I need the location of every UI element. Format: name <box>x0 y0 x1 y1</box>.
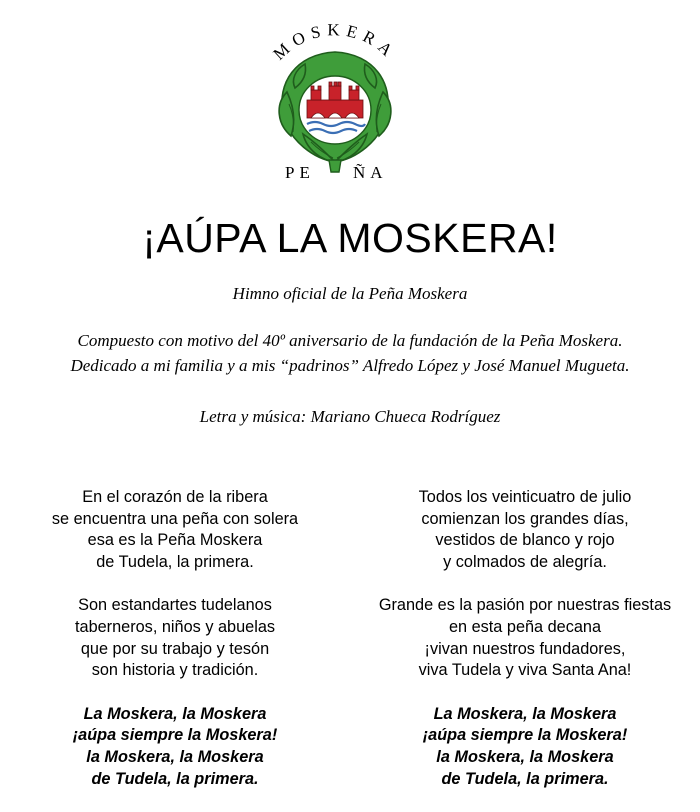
chorus-line: la Moskera, la Moskera <box>436 747 614 766</box>
dedication-line: Dedicado a mi familia y a mis “padrinos” Alfredo López y José Manuel Mugueta. <box>70 356 630 375</box>
chorus <box>350 704 700 790</box>
chorus-line: La Moskera, la Moskera <box>433 704 617 723</box>
hymn-subtitle: Himno oficial de la Peña Moskera <box>232 284 468 303</box>
dedication <box>0 328 700 378</box>
lyrics-column-right <box>350 487 700 812</box>
chorus <box>0 704 350 790</box>
lyric-line: comienzan los grandes días, <box>421 509 629 528</box>
pena-moskera-logo <box>255 14 415 184</box>
lyric-line: Son estandartes tudelanos <box>78 596 272 615</box>
credits: Letra y música: Mariano Chueca Rodríguez <box>199 407 501 426</box>
dedication-line: Compuesto con motivo del 40º aniversario de la fundación de la Peña Moskera. <box>77 331 623 350</box>
lyric-line: y colmados de alegría. <box>443 552 607 571</box>
stanza <box>0 487 350 573</box>
lyric-line: son historia y tradición. <box>91 661 259 680</box>
svg-text:MOSKERA: MOSKERA <box>269 20 401 64</box>
lyric-line: en esta peña decana <box>448 617 602 636</box>
svg-text:PE: PE <box>285 163 315 182</box>
chorus-line: de Tudela, la primera. <box>91 769 259 788</box>
chorus-line: de Tudela, la primera. <box>441 769 609 788</box>
chorus-line: ¡aúpa siempre la Moskera! <box>422 726 628 745</box>
lyric-line: vestidos de blanco y rojo <box>435 531 615 550</box>
chorus-line: la Moskera, la Moskera <box>86 747 264 766</box>
lyric-line: Todos los veinticuatro de julio <box>418 488 632 506</box>
lyric-line: se encuentra una peña con solera <box>51 509 299 528</box>
lyric-line: esa es la Peña Moskera <box>87 531 263 550</box>
lyric-line: viva Tudela y viva Santa Ana! <box>418 661 632 680</box>
hymn-title: ¡AÚPA LA MOSKERA! <box>142 215 558 261</box>
stanza <box>350 487 700 573</box>
lyric-line: de Tudela, la primera. <box>96 552 254 571</box>
lyric-line: taberneros, niños y abuelas <box>74 617 276 636</box>
chorus-line: ¡aúpa siempre la Moskera! <box>72 726 278 745</box>
lyric-line: que por su trabajo y tesón <box>80 639 270 658</box>
stanza <box>0 595 350 681</box>
chorus-line: La Moskera, la Moskera <box>83 704 267 723</box>
lyric-line: En el corazón de la ribera <box>82 488 268 506</box>
stanza <box>350 595 700 681</box>
lyric-line: Grande es la pasión por nuestras fiestas <box>378 596 672 615</box>
svg-text:ÑA: ÑA <box>353 163 388 182</box>
lyrics-column-left <box>0 487 350 812</box>
lyric-line: ¡vivan nuestros fundadores, <box>424 639 626 658</box>
